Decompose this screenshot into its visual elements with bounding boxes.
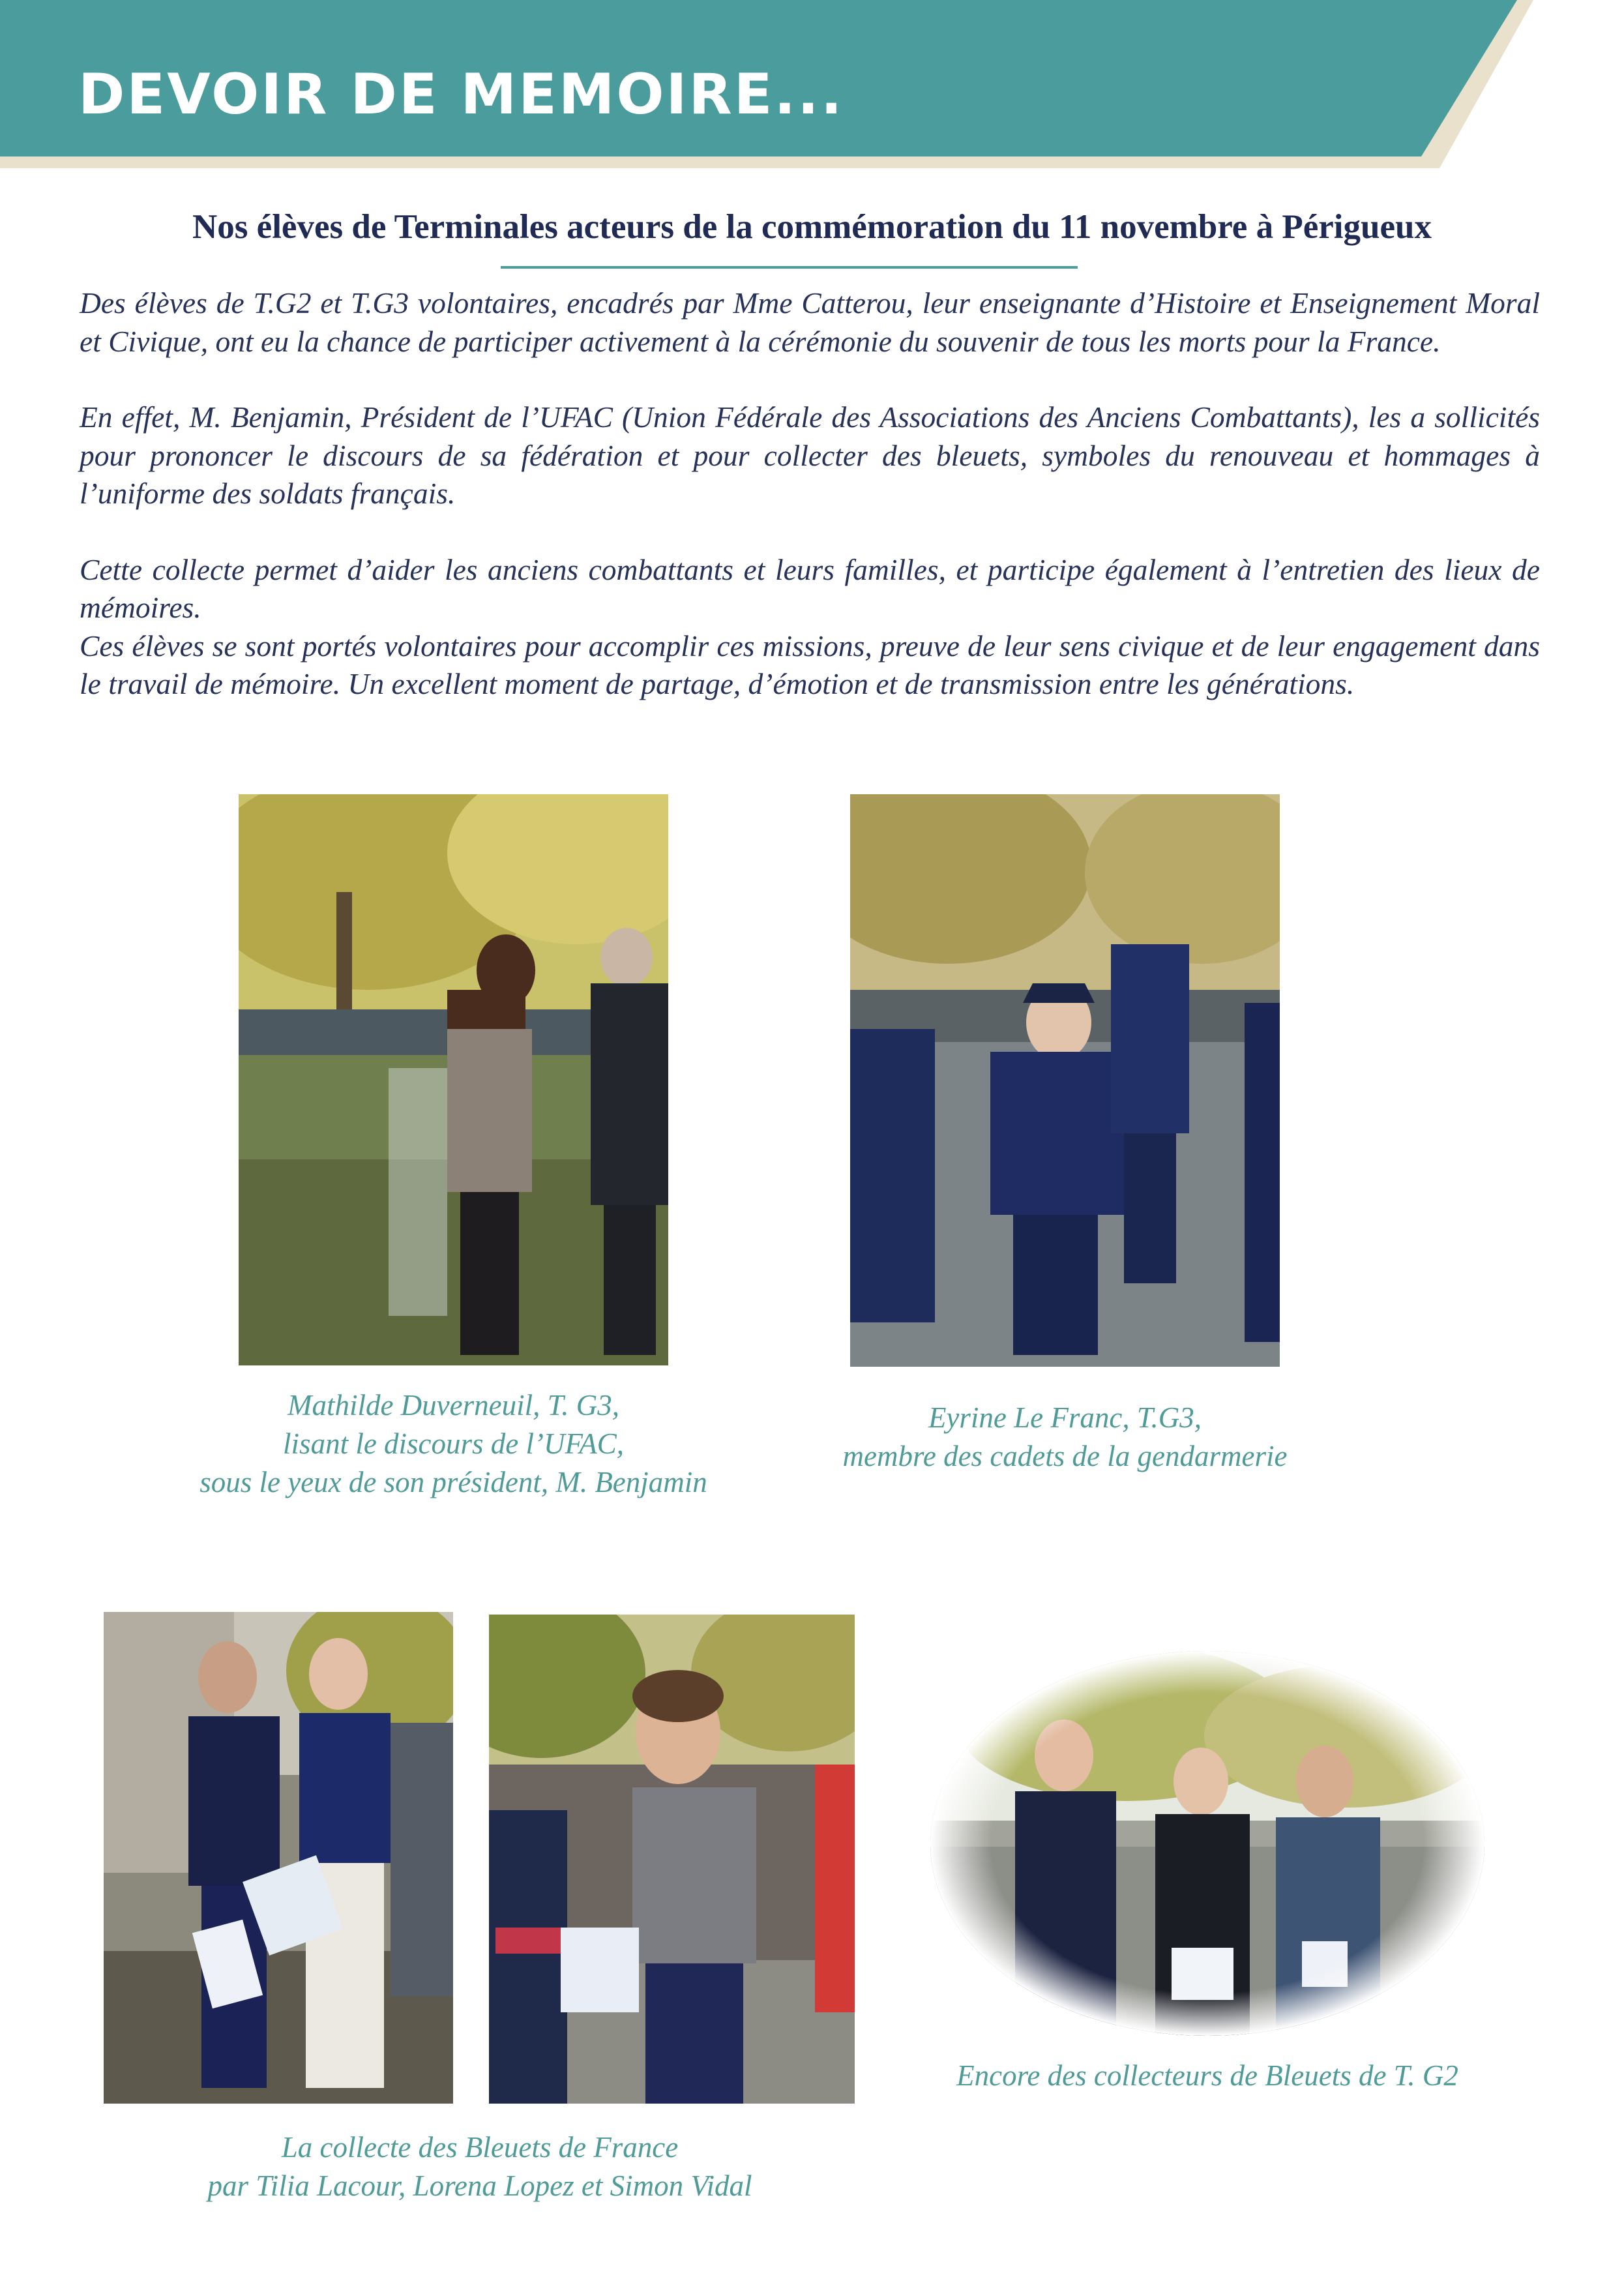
article-subtitle: Nos élèves de Terminales acteurs de la commémoration du 11 novembre à Périgueux	[192, 208, 1432, 246]
caption-collect	[167, 2128, 793, 2205]
collectors-photo-image	[930, 1651, 1484, 2036]
speech-photo-image	[239, 794, 668, 1365]
paragraph-volontaires: Ces élèves se sont portés volontaires pour accomplir ces missions, preuve de leur sens civique et de leur engagement dans le travail de mémoire. Un excellent moment de partage, d’émotion et de transmission entre les générations.	[80, 629, 1540, 700]
caption-speech	[173, 1386, 733, 1502]
subtitle-underline	[501, 266, 1078, 269]
caption-line: lisant le discours de l’UFAC,	[283, 1427, 624, 1460]
photo-collect-girls	[104, 1612, 453, 2104]
caption-line: Encore des collecteurs de Bleuets de T. G2	[956, 2059, 1458, 2092]
header-banner	[0, 0, 1624, 176]
photo-cadet	[850, 794, 1280, 1367]
caption-line: par Tilia Lacour, Lorena Lopez et Simon Vidal	[207, 2169, 752, 2202]
paragraph-intro: Des élèves de T.G2 et T.G3 volontaires, encadrés par Mme Catterou, leur enseignante d’Histoire et Enseignement Moral et Civique, ont eu la chance de participer activement à la cérémonie du souvenir de tous les morts pour la France.	[80, 286, 1540, 358]
photo-collectors-oval	[930, 1651, 1484, 2036]
caption-line: Eyrine Le Franc, T.G3,	[928, 1401, 1202, 1434]
caption-line: sous le yeux de son président, M. Benjamin	[199, 1466, 707, 1498]
cadet-photo-image	[850, 794, 1280, 1367]
paragraph-collecte: Cette collecte permet d’aider les anciens combattants et leurs familles, et participe également à l’entretien des lieux de mémoires.	[80, 552, 1540, 624]
collect-boy-photo-image	[489, 1615, 855, 2104]
photo-collect-boy	[489, 1615, 855, 2104]
photo-speech	[239, 794, 668, 1365]
caption-collectors	[914, 2057, 1501, 2095]
caption-line: membre des cadets de la gendarmerie	[842, 1440, 1288, 1472]
caption-line: Mathilde Duverneuil, T. G3,	[287, 1389, 620, 1422]
page-title: DEVOIR DE MEMOIRE...	[78, 62, 844, 127]
collect-girls-photo-image	[104, 1612, 453, 2104]
caption-line: La collecte des Bleuets de France	[281, 2131, 679, 2164]
paragraph-ufac: En effet, M. Benjamin, Président de l’UFAC (Union Fédérale des Associations des Anciens Combattants), les a sollicités pour prononcer le discours de sa fédération et pour collecter des bleuets, symboles du renouveau et hommages à l’uniforme des soldats français.	[80, 400, 1540, 510]
article-body	[80, 284, 1540, 704]
caption-cadet	[785, 1399, 1345, 1476]
